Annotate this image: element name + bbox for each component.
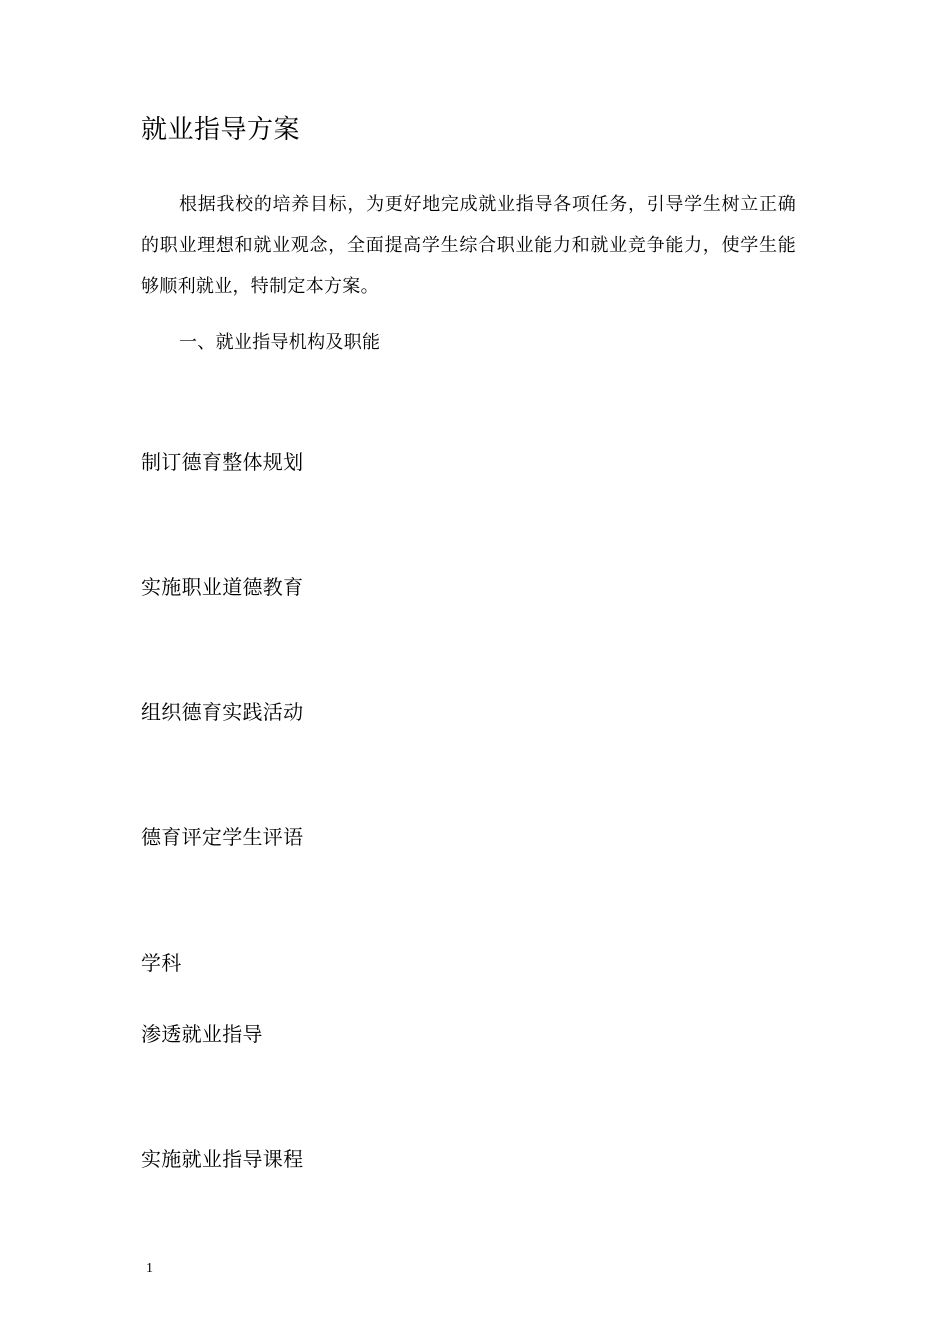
function-item: 渗透就业指导: [141, 1022, 263, 1046]
section-heading: 一、就业指导机构及职能: [179, 332, 381, 353]
function-item: 学科: [141, 951, 182, 975]
function-item: 实施职业道德教育: [141, 575, 304, 599]
function-item: 组织德育实践活动: [141, 700, 304, 724]
function-item: 实施就业指导课程: [141, 1147, 304, 1171]
intro-paragraph: 根据我校的培养目标，为更好地完成就业指导各项任务，引导学生树立正确的职业理想和就业观念，全面提高学生综合职业能力和就业竞争能力，使学生能够顺利就业，特制定本方案。: [141, 194, 796, 297]
page-number: 1: [146, 1261, 153, 1276]
function-item: 德育评定学生评语: [141, 825, 304, 849]
function-item: 制订德育整体规划: [141, 450, 304, 474]
document-title: 就业指导方案: [141, 115, 301, 145]
